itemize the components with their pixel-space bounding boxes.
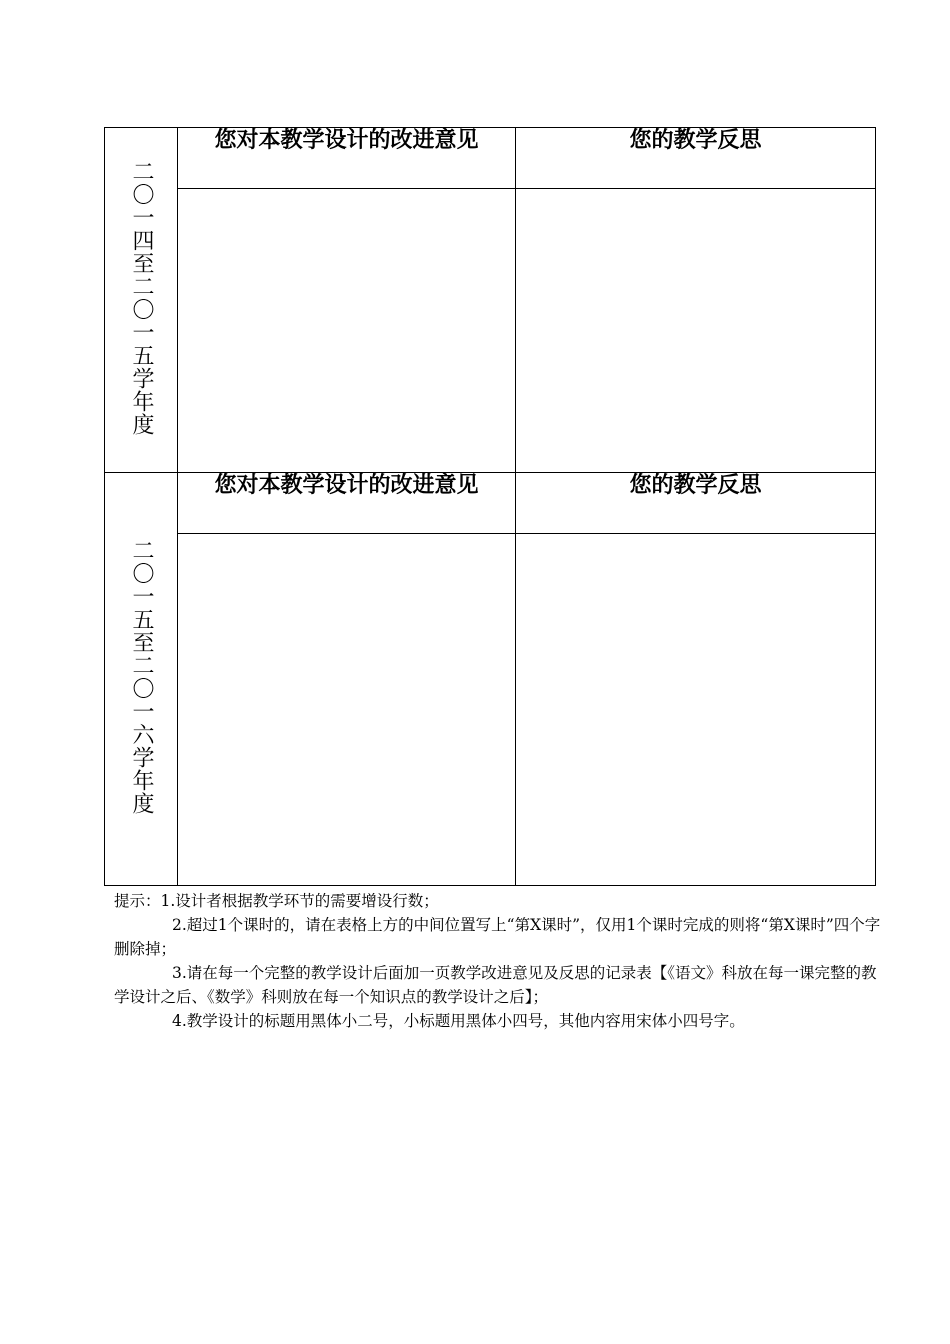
improve-header (178, 473, 516, 534)
improve-header (178, 128, 516, 189)
improve-header-text: 您对本教学设计的改进意见 (214, 128, 479, 153)
reflect-header-text: 您的教学反思 (629, 473, 762, 498)
note-item-4: 4.教学设计的标题用黑体小二号，小标题用黑体小四号，其他内容用宋体小四号字。 (172, 1012, 745, 1030)
reflect-header (516, 128, 876, 189)
reflect-input-area[interactable] (516, 534, 876, 886)
year-cell-2014-2015 (105, 128, 178, 473)
section-1-header-row (105, 128, 876, 189)
note-item-1: 1.设计者根据教学环节的需要增设行数； (160, 892, 439, 910)
notes-title: 提示： (114, 892, 161, 910)
reflection-table (104, 127, 876, 886)
year-label: 二〇一五至二〇一六学年度 (129, 539, 154, 815)
notes-block (114, 889, 889, 1033)
improve-input-area[interactable] (178, 189, 516, 473)
reflect-header-text: 您的教学反思 (629, 128, 762, 153)
section-2-header-row (105, 473, 876, 534)
note-line-1 (114, 889, 889, 913)
reflect-header (516, 473, 876, 534)
year-label: 二〇一四至二〇一五学年度 (129, 160, 154, 436)
year-cell-2015-2016 (105, 473, 178, 886)
section-2-body-row (105, 534, 876, 886)
improve-input-area[interactable] (178, 534, 516, 886)
note-item-3: 3.请在每一个完整的教学设计后面加一页教学改进意见及反思的记录表【《语文》科放在每一课完整的教学设计之后、《数学》科则放在每一个知识点的教学设计之后】； (114, 964, 877, 1006)
reflect-input-area[interactable] (516, 189, 876, 473)
note-item-2: 2.超过1个课时的，请在表格上方的中间位置写上“第X课时”，仅用1个课时完成的则将“第X课时”四个字删除掉； (114, 916, 881, 958)
section-1-body-row (105, 189, 876, 473)
improve-header-text: 您对本教学设计的改进意见 (214, 473, 479, 498)
